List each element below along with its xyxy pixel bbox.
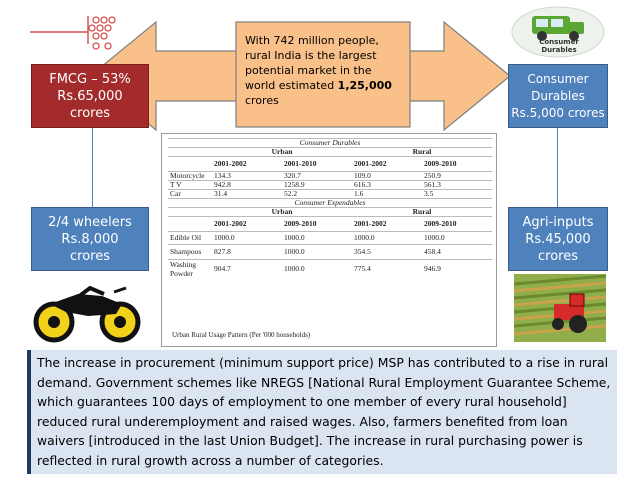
rural-header: Rural — [352, 148, 492, 157]
rural-header: Rural — [352, 208, 492, 217]
callout-text — [245, 33, 405, 108]
car-logo-caption: Consumer Durables — [539, 38, 579, 54]
year-header: 2001-2002 — [352, 157, 422, 172]
fmcg-box — [31, 64, 149, 128]
callout-amount: 1,25,000 — [337, 79, 392, 92]
table-row: Motorcycle 134.3 320.7 109.0 250.9 — [168, 172, 492, 181]
agri-unit: crores — [538, 249, 578, 264]
table-row: Washing Powder 904.7 1000.0 775.4 946.9 — [168, 260, 492, 279]
table-row: Shampoos 827.8 1000.0 354.5 458.4 — [168, 245, 492, 260]
durables-title-1: Consumer — [527, 72, 589, 86]
fmcg-title: FMCG – 53% — [49, 72, 131, 87]
description-panel — [27, 350, 617, 474]
agri-amount: Rs.45,000 — [525, 232, 591, 247]
fmcg-amount: Rs.65,000 — [57, 89, 123, 104]
connector-left — [92, 128, 93, 207]
table-row: Car 31.4 52.2 1.6 3.5 — [168, 190, 492, 199]
wheelers-amount: Rs.8,000 — [61, 232, 119, 247]
callout-unit: crores — [245, 94, 279, 107]
usage-pattern-table — [161, 133, 497, 347]
table-row: T V 942.8 1258.9 616.3 561.3 — [168, 181, 492, 190]
year-header: 2009-2010 — [422, 157, 492, 172]
callout-main-text: With 742 million people, rural India is the largest potential market in the world estimated — [245, 34, 379, 92]
year-header: 2001-2002 — [352, 217, 422, 232]
table-note: Urban Rural Usage Pattern (Per '000 households) — [172, 331, 311, 339]
description-text: The increase in procurement (minimum support price) MSP has contributed to a rise in rural demand. Government schemes like NREGS [National Rural Employment Guarantee Scheme, which guarantees 100 days of employment to one member of every rural household] reduced rural underemployment and raised wages. Also, farmers benefited from loan waivers [introduced in the last Union Budget]. The increase in rural purchasing power is reflected in rural growth across a number of categories. — [37, 355, 611, 468]
motorcycle-icon — [30, 280, 142, 344]
caption-durables: Consumer Durables — [168, 139, 492, 148]
urban-header: Urban — [212, 208, 352, 217]
year-header: 2001-2010 — [282, 157, 352, 172]
caption-expendables: Consumer Expendables — [168, 199, 492, 208]
durables-box — [508, 64, 608, 128]
wheelers-unit: crores — [70, 249, 110, 264]
year-header: 2001-2002 — [212, 217, 282, 232]
year-header: 2009-2010 — [282, 217, 352, 232]
durables-title-2: Durables — [531, 89, 585, 103]
wheelers-box — [31, 207, 149, 271]
urban-header: Urban — [212, 148, 352, 157]
connector-right — [557, 128, 558, 207]
agri-title: Agri-inputs — [522, 215, 594, 230]
table-row: Edible Oil 1000.0 1000.0 1000.0 1000.0 — [168, 232, 492, 245]
wheelers-title: 2/4 wheelers — [48, 215, 132, 230]
agri-box — [508, 207, 608, 271]
year-header: 2009-2010 — [422, 217, 492, 232]
tractor-field-icon — [514, 274, 606, 342]
durables-amount: Rs.5,000 crores — [511, 106, 605, 120]
fmcg-unit: crores — [70, 106, 110, 121]
year-header: 2001-2002 — [212, 157, 282, 172]
